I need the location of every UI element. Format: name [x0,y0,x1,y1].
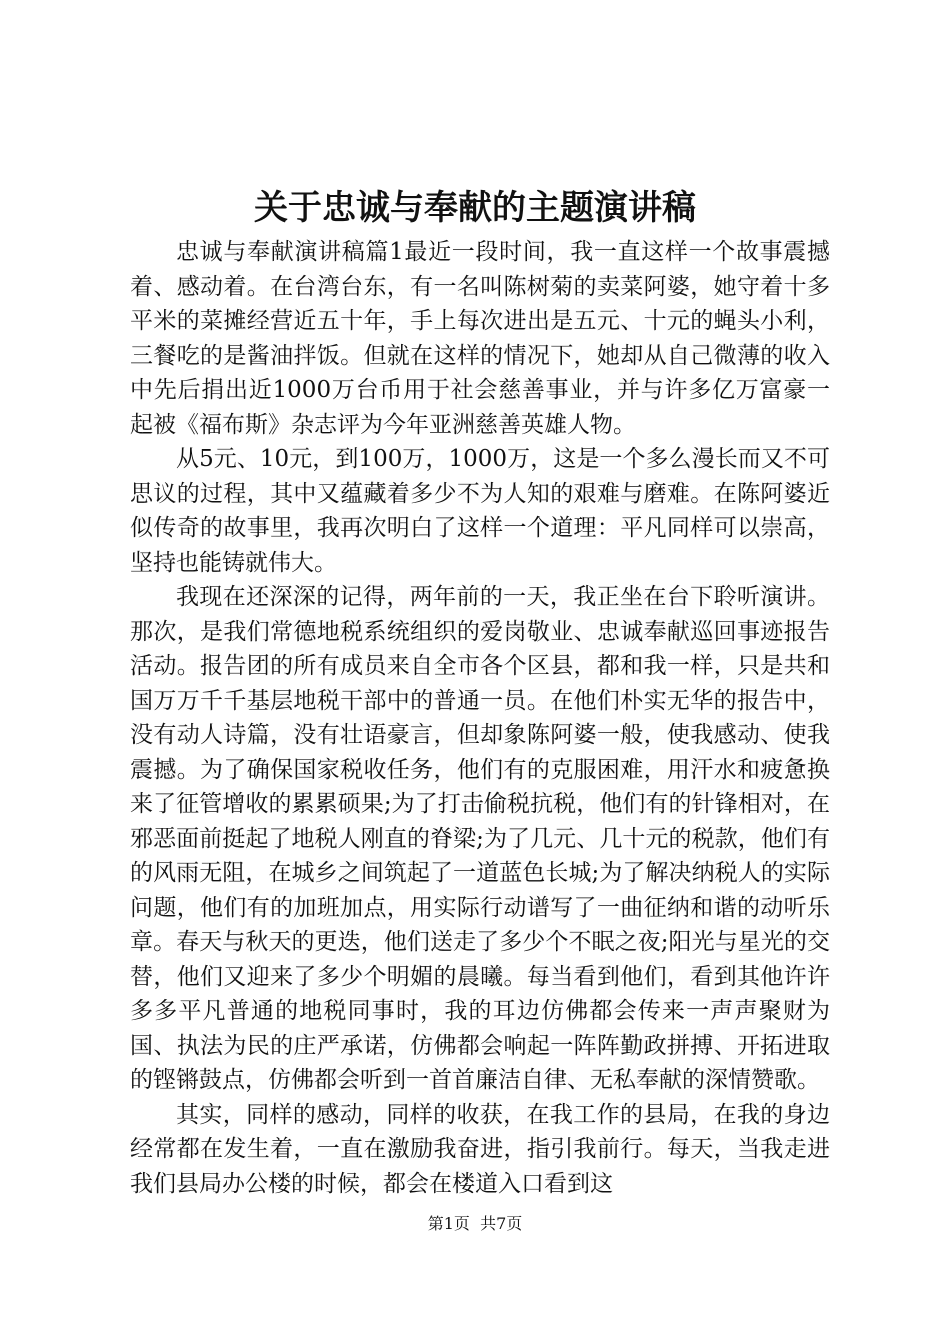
paragraph-4: 其实，同样的感动，同样的收获，在我工作的县局，在我的身边经常都在发生着，一直在激励我奋进，指引我前行。每天，当我走进我们县局办公楼的时候，都会在楼道入口看到这 [130,1101,830,1197]
paragraph-1: 忠诚与奉献演讲稿篇1最近一段时间，我一直这样一个故事震撼着、感动着。在台湾台东，有一名叫陈树菊的卖菜阿婆，她守着十多平米的菜摊经营近五十年，手上每次进出是五元、十元的蝇头小利，三餐吃的是酱油拌饭。但就在这样的情况下，她却从自己微薄的收入中先后捐出近1000万台币用于社会慈善事业，并与许多亿万富豪一起被《福布斯》杂志评为今年亚洲慈善英雄人物。 [130,239,830,438]
paragraph-2: 从5元、10元，到100万，1000万，这是一个多么漫长而又不可思议的过程，其中又蕴藏着多少不为人知的艰难与磨难。在陈阿婆近似传奇的故事里，我再次明白了这样一个道理：平凡同样可以崇高，坚持也能铸就伟大。 [130,446,830,576]
document-body [130,235,830,1201]
page-title: 关于忠诚与奉献的主题演讲稿 [254,188,696,228]
paragraph-3: 我现在还深深的记得，两年前的一天，我正坐在台下聆听演讲。那次，是我们常德地税系统组织的爱岗敬业、忠诚奉献巡回事迹报告活动。报告团的所有成员来自全市各个区县，都和我一样，只是共和国万万千千基层地税干部中的普通一员。在他们朴实无华的报告中，没有动人诗篇，没有壮语豪言，但却象陈阿婆一般，使我感动、使我震撼。为了确保国家税收任务，他们有的克服困难，用汗水和疲惫换来了征管增收的累累硕果;为了打击偷税抗税，他们有的针锋相对，在邪恶面前挺起了地税人刚直的脊梁;为了几元、几十元的税款，他们有的风雨无阻，在城乡之间筑起了一道蓝色长城;为了解决纳税人的实际问题，他们有的加班加点，用实际行动谱写了一曲征纳和谐的动听乐章。春天与秋天的更迭，他们送走了多少个不眠之夜;阳光与星光的交替，他们又迎来了多少个明媚的晨曦。每当看到他们，看到其他许许多多平凡普通的地税同事时，我的耳边仿佛都会传来一声声聚财为国、执法为民的庄严承诺，仿佛都会响起一阵阵勤政拼搏、开拓进取的铿锵鼓点，仿佛都会听到一首首廉洁自律、无私奉献的深情赞歌。 [130,584,830,1093]
page-number-label: 第1页 共7页 [427,1214,523,1233]
page-footer [0,1212,950,1236]
